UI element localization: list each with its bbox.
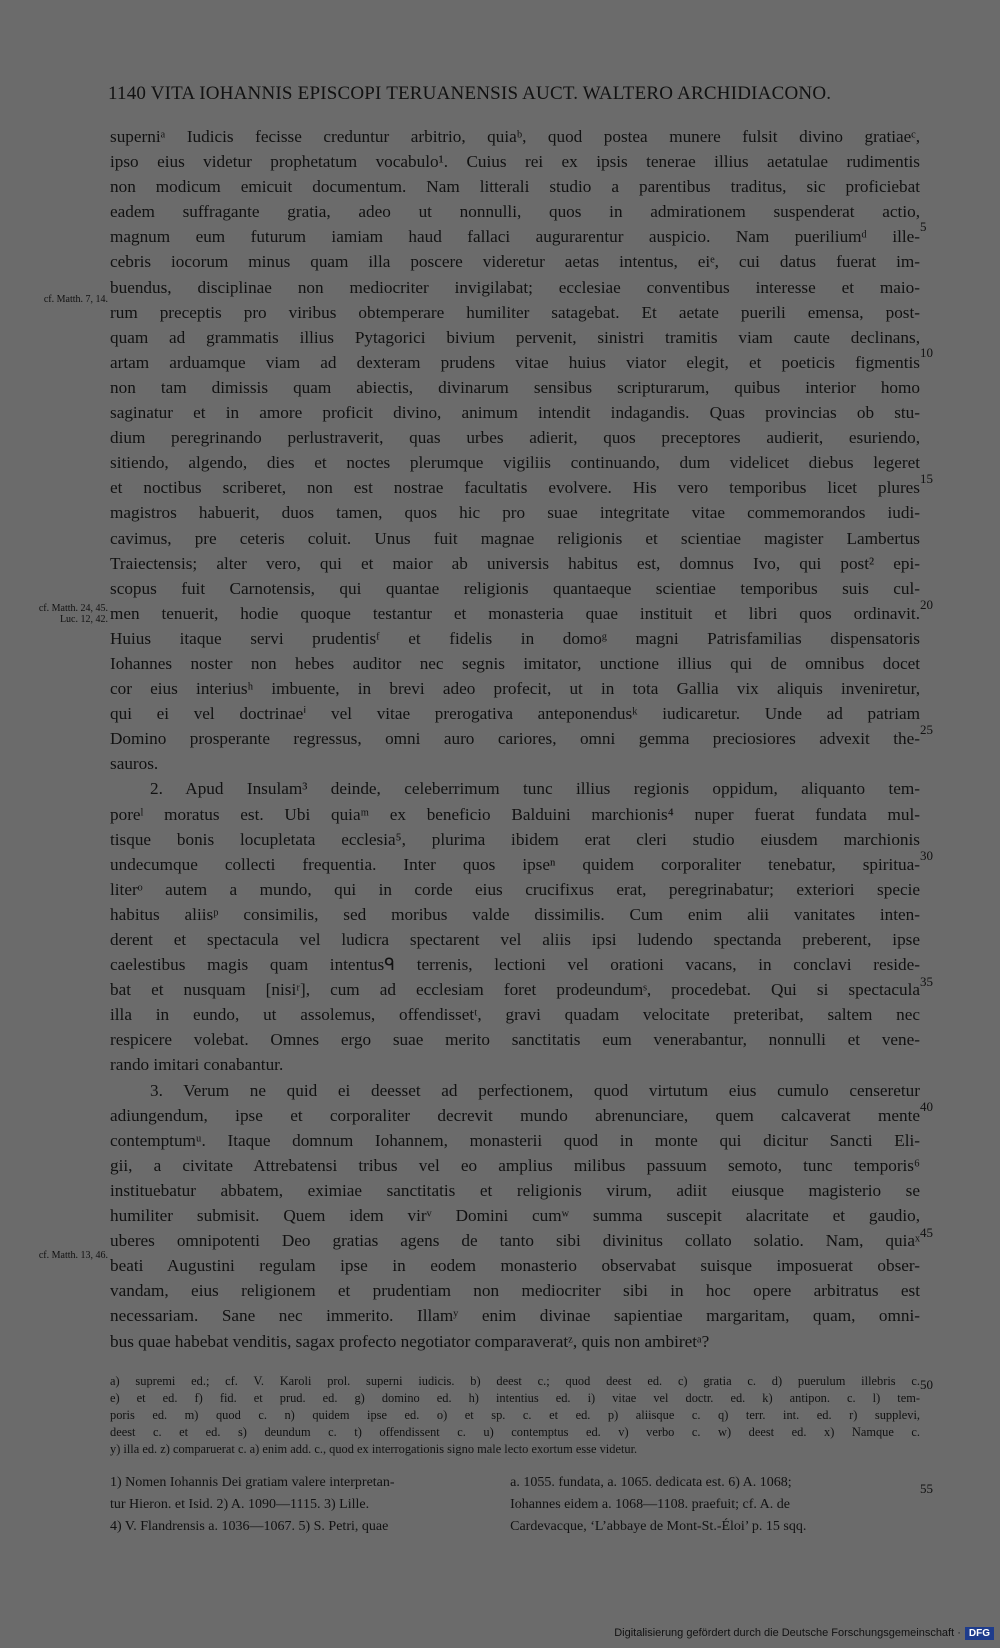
text-line: rum preceptis pro viribus obtemperare humiliter satagebat. Et aetate puerili emensa, post-	[110, 302, 920, 322]
footnotes	[110, 1472, 920, 1538]
text-line: qui ei vel doctrinaeⁱ vel vitae prerogativa anteponendusᵏ iudicaretur. Unde ad patriam	[110, 704, 920, 724]
footnote-row	[110, 1472, 920, 1494]
footnote-left: 1) Nomen Iohannis Dei gratiam valere interpretan-	[110, 1475, 395, 1490]
text-line: illa in eundo, ut assolemus, offendissetᵗ, gravi quadam velocitate preteribat, saltem nec	[110, 1005, 920, 1025]
text-line: et noctibus scriberet, non est nostrae facultatis evolvere. His vero temporibus licet plures	[110, 478, 920, 498]
text-line: derent et spectacula vel ludicra spectarent vel aliis ipsi ludendo spectanda preberent, ipse	[110, 930, 920, 949]
text-line: Huius itaque servi prudentisᶠ et fidelis in domoᵍ magni Patrisfamilias dispensatoris	[110, 628, 920, 648]
text-line: magistros habuerit, duos tamen, quos hic pro suae integritate vitae commemorandos iudi-	[110, 503, 920, 523]
text-line: habitus aliisᵖ consimilis, sed moribus valde dissimilis. Cum enim alii vanitates inten-	[110, 904, 920, 924]
text-line: saginatur et in amore proficit divino, animum intendit indagandis. Quas provincias ob stu-	[110, 403, 920, 423]
apparatus-line: a) supremi ed.; cf. V. Karoli prol. superni iudicis. b) deest c.; quod deest ed. c) gratia c. d) puerulum illebris c.	[110, 1374, 920, 1388]
text-line: tisque bonis locupletata ecclesia⁵, plurima ibidem erat cleri studio eiusdem marchionis	[110, 829, 920, 849]
margin-reference: cf. Matth. 24, 45. Luc. 12, 42.	[38, 603, 108, 625]
footnote-left: tur Hieron. et Isid. 2) A. 1090—1115. 3) Lille.	[110, 1497, 370, 1512]
text-line: artam arduamque viam ad dexteram prudens vitae huius viator elegit, et poeticis figmentis	[110, 352, 920, 372]
text-line: ipso eius videtur prophetatum vocabulo¹. Cuius rei ex ipsis tenerae illius aetatulae rudimentis	[110, 152, 920, 172]
margin-reference: cf. Matth. 7, 14.	[43, 294, 108, 305]
line-number: 20	[920, 597, 933, 612]
text-line: bus quae habebat venditis, sagax profecto negotiator comparaveratᶻ, quis non ambiretᵃ?	[110, 1331, 710, 1351]
text-line: respicere volebat. Omnes ergo suae merito sanctitatis eum venerabantur, nonnulli et vene-	[110, 1030, 920, 1050]
text-line: adiungendum, ipse et corporaliter decrevit mundo abrenunciare, quem calcaverat mente	[110, 1105, 920, 1125]
line-number: 40	[920, 1099, 933, 1114]
line-number: 10	[920, 345, 933, 360]
main-text	[110, 124, 920, 1354]
digitization-credit	[614, 1624, 994, 1642]
text-line: cavimus, pre ceteris coluit. Unus fuit magnae religionis et scientiae magister Lambertus	[110, 528, 920, 548]
text-line: non modicum emicuit documentum. Nam litterali studio a parentibus traditus, sic proficiebat	[110, 177, 920, 197]
text-line: non tam dimissis quam abiectis, divinarum sensibus scripturarum, quibus interior homo	[110, 377, 920, 397]
line-number: 30	[920, 848, 933, 863]
text-line: 2. Apud Insulam³ deinde, celeberrimum tunc illius regionis oppidum, aliquanto tem-	[150, 779, 920, 799]
text-line: humiliter submisit. Quem idem virᵛ Domini cumʷ summa suscepit alacritate et gaudio,	[110, 1206, 920, 1226]
text-line: beati Augustini regulam ipse in eodem monasterio observabat suisque imposuerat obser-	[110, 1256, 920, 1276]
line-number: 15	[920, 471, 933, 486]
text-line: uberes omnipotenti Deo gratias agens de tanto sibi divinitus collato solatio. Nam, quiaˣ	[110, 1231, 920, 1251]
text-line: scopus fuit Carnotensis, qui quantae religionis quantaeque scientiae temporibus suis cul-	[110, 578, 920, 598]
critical-apparatus	[110, 1373, 920, 1458]
text-line: undecumque collecti frequentia. Inter quos ipseⁿ quidem corporaliter tenebatur, spiritua-	[110, 854, 920, 874]
text-line: Traiectensis; alter vero, qui et maior ab universis habitus est, domnus Ivo, qui post² epi-	[110, 553, 920, 573]
text-line: literᵒ autem a mundo, qui in corde eius crucifixus erat, peregrinabatur; exteriori specie	[110, 879, 920, 899]
text-line: quam ad grammatis illius Pytagorici bivium pervenit, sinistri tramitis viam caute declinans,	[110, 327, 920, 347]
footnote-right: a. 1055. fundata, a. 1065. dedicata est. 6) A. 1068;	[510, 1475, 792, 1490]
text-line: men tenuerit, hodie quoque testantur et monasteria quae instituit et libri quos ordinavit.	[110, 603, 920, 623]
text-line: gii, a civitate Attrebatensi tribus vel eo amplius milibus passuum semoto, tunc temporis⁶	[110, 1155, 920, 1175]
text-line: sauros.	[110, 754, 159, 774]
text-line: bat et nusquam [nisiʳ], cum ad ecclesiam foret prodeundumˢ, procedebat. Qui si spectacula	[110, 980, 920, 1000]
text-line: sitiendo, algendo, dies et noctes plerumque vigiliis continuando, dum videlicet diebus legeret	[110, 453, 920, 473]
credit-text: Digitalisierung gefördert durch die Deutsche Forschungsgemeinschaft ·	[614, 1627, 961, 1639]
line-number: 25	[920, 722, 933, 737]
line-number: 55	[920, 1481, 933, 1496]
text-line: magnum eum futurum iamiam haud fallaci augurarentur auspicio. Nam pueriliumᵈ ille-	[110, 227, 920, 247]
line-number: 5	[920, 219, 927, 234]
text-line: cebris iocorum minus quam illa poscere videretur aetas intentus, eiᵉ, cui datus fuerat im-	[110, 252, 920, 272]
text-line: dium peregrinando perlustraverit, quas urbes adierit, quos preceptores audierit, esuriendo,	[110, 428, 920, 448]
text-line: eadem suffragante gratia, adeo ut nonnulli, quos in admirationem suspenderat actio,	[110, 202, 920, 222]
footnote-right: Iohannes eidem a. 1068—1108. praefuit; cf. A. de	[510, 1497, 790, 1512]
text-line: buendus, disciplinae non mediocriter invigilabat; ecclesiae conventibus interesse et maio-	[110, 277, 920, 297]
apparatus-line: y) illa ed. z) comparuerat c. a) enim add. c., quod ex interrogationis signo male lecto exortum esse videtur.	[110, 1442, 638, 1456]
apparatus-line: poris ed. m) quod c. n) quidem ipse ed. o) et sp. c. et ed. p) aliisque c. q) terr. int. ed. r) supplevi,	[110, 1408, 920, 1422]
footnote-left: 4) V. Flandrensis a. 1036—1067. 5) S. Petri, quae	[110, 1519, 389, 1534]
dfg-logo-icon: DFG	[965, 1627, 994, 1640]
margin-reference: cf. Matth. 13, 46.	[38, 1250, 108, 1261]
text-line: poreˡ moratus est. Ubi quiaᵐ ex beneficio Balduini marchionis⁴ nuper fuerat fundata mul-	[110, 804, 920, 824]
apparatus-line: deest c. et ed. s) deundum c. t) offendissent c. u) contemptus ed. v) verbo c. w) deest ed. x) Namque c.	[110, 1425, 920, 1439]
text-line: caelestibus magis quam intentusᑫ terrenis, lectioni vel orationi vacans, in conclavi reside-	[110, 955, 920, 975]
footnote-right: Cardevacque, ‘L’abbaye de Mont-St.-Éloi’ p. 15 sqq.	[510, 1519, 807, 1534]
line-number: 35	[920, 974, 933, 989]
line-number: 45	[920, 1225, 933, 1240]
text-line: cor eius interiusʰ imbuente, in brevi adeo profecit, ut in tota Gallia vix aliquis inveniretur,	[110, 679, 920, 699]
line-number: 50	[920, 1377, 933, 1392]
running-header: 1140 VITA IOHANNIS EPISCOPI TERUANENSIS AUCT. WALTERO ARCHIDIACONO.	[108, 83, 832, 104]
text-line: vandam, eius religionem et prudentiam non mediocriter sibi in hoc opere arbitratus est	[110, 1281, 920, 1301]
text-line: contemptumᵘ. Itaque domnum Iohannem, monasterii quod in monte qui dicitur Sancti Eli-	[110, 1130, 920, 1150]
text-line: rando imitari conabantur.	[110, 1055, 284, 1075]
apparatus-line: e) et ed. f) fid. et prud. ed. g) domino ed. h) intentius ed. i) vitae vel doctr. ed. k) antipon. c. l) tem-	[110, 1391, 920, 1405]
footnote-row	[110, 1516, 920, 1538]
text-line: instituebatur abbatem, eximiae sanctitatis et religionis virum, adiit eiusque magisterio se	[110, 1180, 920, 1200]
footnote-row	[110, 1494, 920, 1516]
text-line: 3. Verum ne quid ei deesset ad perfectionem, quod virtutum eius cumulo censeretur	[150, 1080, 920, 1100]
text-line: necessariam. Sane nec immerito. Illamʸ enim divinae sapientiae margaritam, quam, omni-	[110, 1306, 920, 1326]
text-line: Domino prosperante regressus, omni auro cariores, omni gemma preciosiores advexit the-	[110, 729, 920, 749]
text-line: superniᵃ Iudicis fecisse creduntur arbitrio, quiaᵇ, quod postea munere fulsit divino gratiaeᶜ,	[110, 127, 920, 146]
text-line: Iohannes noster non hebes auditor nec segnis imitator, unctione illius qui de omnibus docet	[110, 653, 920, 673]
